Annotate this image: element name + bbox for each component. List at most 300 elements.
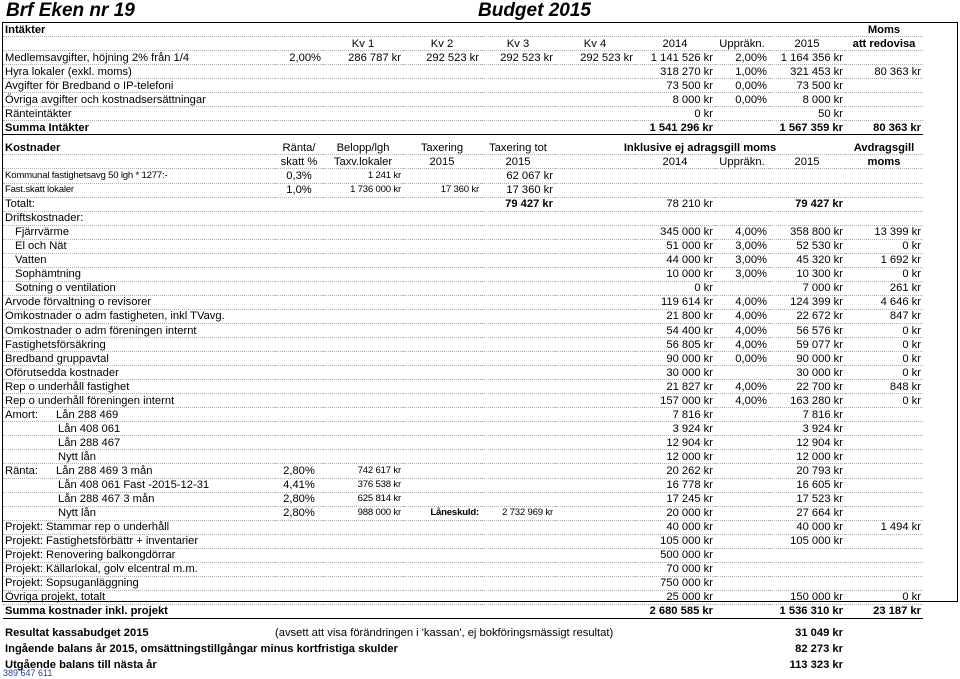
interest-row (3, 492, 923, 506)
header-belopp: Belopp/lgh (323, 141, 403, 155)
moms-cell (845, 107, 923, 121)
interest-label (3, 492, 275, 506)
empty-cell (275, 576, 323, 590)
cost-moms: 0 kr (845, 352, 923, 366)
cost-total-moms: 23 187 kr (845, 604, 923, 618)
project-2015 (769, 548, 845, 562)
cost-label: Vatten (3, 253, 275, 267)
cost-row (3, 366, 923, 380)
empty-cell (481, 380, 555, 394)
loan-name: Lån 288 467 3 mån (58, 493, 155, 506)
empty-cell (481, 408, 555, 422)
empty-cell (403, 548, 481, 562)
tax-row (3, 169, 923, 183)
moms-cell (845, 51, 923, 65)
y2015-cell: 8 000 kr (769, 93, 845, 107)
empty-cell (481, 366, 555, 380)
project-2014: 40 000 kr (635, 520, 715, 534)
cost-subheader-row (3, 155, 923, 169)
empty-cell (715, 436, 769, 450)
amort-2015: 3 924 kr (769, 422, 845, 436)
y2014-cell: 73 500 kr (635, 79, 715, 93)
income-row (3, 65, 923, 79)
cost-2015 (769, 211, 845, 225)
empty-cell (403, 576, 481, 590)
empty-cell (275, 121, 323, 135)
project-label: Projekt: Sopsuganläggning (3, 576, 275, 590)
header-inkl-moms: Inklusive ej adragsgill moms (555, 141, 845, 155)
amort-label (3, 408, 275, 422)
empty-cell (275, 534, 323, 548)
empty-cell (481, 309, 555, 323)
title-bar (0, 0, 960, 22)
col-header-kv4: Kv 4 (555, 37, 635, 51)
result-kassa-label: Resultat kassabudget 2015 (5, 626, 149, 639)
moms-cell (845, 79, 923, 93)
cost-2015: 22 672 kr (769, 309, 845, 323)
tax-label: Kommunal fastighetsavg 50 lgh * 1277:- (3, 169, 275, 183)
interest-2015: 27 664 kr (769, 506, 845, 520)
tax-rate: 0,3% (275, 169, 323, 183)
tax-total-value: 79 427 kr (481, 197, 555, 211)
project-2015: 150 000 kr (769, 590, 845, 604)
empty-cell (715, 183, 769, 197)
project-2015: 105 000 kr (769, 534, 845, 548)
empty-cell (555, 155, 635, 169)
cost-2014: 345 000 kr (635, 225, 715, 239)
empty-cell (403, 121, 481, 135)
empty-cell (481, 464, 555, 478)
cost-2014: 119 614 kr (635, 295, 715, 309)
cost-row (3, 211, 923, 225)
empty-cell (845, 625, 923, 641)
project-2015 (769, 562, 845, 576)
empty-cell (275, 604, 323, 618)
cost-row (3, 338, 923, 352)
col-header-kv3: Kv 3 (481, 37, 555, 51)
cost-moms (845, 211, 923, 225)
empty-cell (323, 267, 403, 281)
loan-amount: 988 000 kr (323, 506, 403, 520)
project-label: Projekt: Renovering balkongdörrar (3, 548, 275, 562)
empty-cell (555, 534, 635, 548)
interest-rate: 2,80% (275, 464, 323, 478)
empty-cell (403, 338, 481, 352)
empty-cell (769, 183, 845, 197)
income-total-2015: 1 567 359 kr (769, 121, 845, 135)
empty-cell (555, 295, 635, 309)
project-row (3, 548, 923, 562)
kv2-cell (403, 65, 481, 79)
interest-label (3, 464, 275, 478)
empty-cell (403, 239, 481, 253)
tax-amount: 17 360 kr (403, 183, 481, 197)
result-ing-label: Ingående balans år 2015, omsättningstillgångar minus kortfristiga skulder (5, 642, 398, 655)
empty-cell (403, 211, 481, 225)
empty-cell (555, 562, 635, 576)
interest-rate: 2,80% (275, 492, 323, 506)
empty-cell (555, 548, 635, 562)
income-total-label: Summa Intäkter (3, 121, 275, 135)
interest-rate: 4,41% (275, 478, 323, 492)
amort-2015: 12 904 kr (769, 436, 845, 450)
empty-cell (555, 408, 635, 422)
income-total-moms: 80 363 kr (845, 121, 923, 135)
empty-cell (555, 253, 635, 267)
moms-cell (845, 93, 923, 107)
row-label: Övriga avgifter och kostnadsersättningar (3, 93, 275, 107)
kv3-cell (481, 65, 555, 79)
interest-2014: 20 262 kr (635, 464, 715, 478)
rate-cell (275, 79, 323, 93)
loan-name: Lån 288 469 3 mån (56, 464, 153, 477)
cost-label: Sotning o ventilation (3, 281, 275, 295)
empty-cell (555, 211, 635, 225)
empty-cell (715, 576, 769, 590)
empty-cell (323, 380, 403, 394)
empty-cell (555, 239, 635, 253)
empty-cell (555, 464, 635, 478)
kv4-cell (555, 107, 635, 121)
empty-cell (481, 211, 555, 225)
empty-cell (715, 408, 769, 422)
empty-cell (323, 394, 403, 408)
kv1-cell (323, 65, 403, 79)
empty-cell (403, 492, 481, 506)
empty-cell (323, 604, 403, 618)
empty-cell (555, 23, 635, 37)
empty-cell (403, 267, 481, 281)
result-utg-value: 113 323 kr (789, 658, 843, 671)
cost-moms: 0 kr (845, 267, 923, 281)
amort-2015: 12 000 kr (769, 450, 845, 464)
empty-cell (323, 562, 403, 576)
project-2014: 70 000 kr (635, 562, 715, 576)
row-label: Avgifter för Bredband o IP-telefoni (3, 79, 275, 93)
cost-moms: 0 kr (845, 394, 923, 408)
amort-row (3, 436, 923, 450)
empty-cell (481, 338, 555, 352)
cost-moms: 847 kr (845, 309, 923, 323)
cost-2015: 52 530 kr (769, 239, 845, 253)
empty-cell (481, 253, 555, 267)
empty-cell (481, 225, 555, 239)
cost-2014: 51 000 kr (635, 239, 715, 253)
tax-total: 17 360 kr (481, 183, 555, 197)
cost-2015: 10 300 kr (769, 267, 845, 281)
amort-prefix: Amort: (5, 408, 38, 421)
empty-cell (275, 253, 323, 267)
loan-debt-label: Låneskuld: (403, 506, 481, 520)
header-taxering: Taxering (403, 141, 481, 155)
kv2-cell (403, 107, 481, 121)
moms-header: Moms (845, 23, 923, 37)
empty-cell (845, 464, 923, 478)
y2014-cell: 318 270 kr (635, 65, 715, 79)
empty-cell (555, 590, 635, 604)
empty-cell (481, 576, 555, 590)
empty-cell (403, 436, 481, 450)
cost-2015: 163 280 kr (769, 394, 845, 408)
col-header-kv1: Kv 1 (323, 37, 403, 51)
empty-cell (323, 436, 403, 450)
empty-cell (3, 37, 275, 51)
tax-total-row (3, 197, 923, 211)
empty-cell (323, 323, 403, 337)
empty-cell (275, 225, 323, 239)
amort-label (3, 450, 275, 464)
empty-cell (275, 394, 323, 408)
cost-row (3, 352, 923, 366)
empty-cell (845, 436, 923, 450)
empty-cell (481, 239, 555, 253)
amort-2014: 7 816 kr (635, 408, 715, 422)
kv2-cell: 292 523 kr (403, 51, 481, 65)
amort-2014: 3 924 kr (635, 422, 715, 436)
empty-cell (403, 422, 481, 436)
empty-cell (481, 23, 555, 37)
project-moms (845, 534, 923, 548)
empty-cell (715, 590, 769, 604)
y2014-cell: 8 000 kr (635, 93, 715, 107)
cost-2014: 0 kr (635, 281, 715, 295)
cost-label: Rep o underhåll föreningen internt (3, 394, 275, 408)
cost-2014: 30 000 kr (635, 366, 715, 380)
project-row (3, 562, 923, 576)
cost-row (3, 239, 923, 253)
kv4-cell (555, 65, 635, 79)
interest-prefix: Ränta: (5, 464, 38, 477)
interest-2014: 20 000 kr (635, 506, 715, 520)
cost-label: Omkostnader o adm föreningen internt (3, 323, 275, 337)
kv4-cell (555, 93, 635, 107)
empty-cell (481, 478, 555, 492)
cost-2014: 21 827 kr (635, 380, 715, 394)
empty-cell (323, 23, 403, 37)
empty-cell (403, 590, 481, 604)
footnote: 389 647 611 (3, 668, 53, 678)
loan-amount: 376 538 kr (323, 478, 403, 492)
interest-row (3, 506, 923, 520)
cost-moms: 261 kr (845, 281, 923, 295)
cost-2014: 10 000 kr (635, 267, 715, 281)
result-utg-row (3, 657, 923, 673)
cost-row (3, 267, 923, 281)
row-label: Ränteintäkter (3, 107, 275, 121)
row-label: Medlemsavgifter, höjning 2% från 1/4 (3, 51, 275, 65)
empty-cell (715, 23, 769, 37)
cost-row (3, 309, 923, 323)
cost-label: Bredband gruppavtal (3, 352, 275, 366)
rate-cell (275, 65, 323, 79)
cost-2014: 56 805 kr (635, 338, 715, 352)
cost-row (3, 281, 923, 295)
empty-cell (403, 408, 481, 422)
empty-cell (715, 478, 769, 492)
cost-upp: 3,00% (715, 253, 769, 267)
kv1-cell (323, 107, 403, 121)
empty-cell (555, 478, 635, 492)
cost-upp: 0,00% (715, 352, 769, 366)
empty-cell (481, 604, 555, 618)
empty-cell (275, 309, 323, 323)
cost-upp: 4,00% (715, 225, 769, 239)
income-row (3, 93, 923, 107)
amort-2014: 12 904 kr (635, 436, 715, 450)
upp-cell: 1,00% (715, 65, 769, 79)
empty-cell (403, 323, 481, 337)
empty-cell (275, 380, 323, 394)
empty-cell (715, 562, 769, 576)
empty-cell (275, 37, 323, 51)
empty-cell (555, 604, 635, 618)
empty-cell (481, 548, 555, 562)
empty-cell (403, 562, 481, 576)
empty-cell (481, 534, 555, 548)
empty-cell (481, 520, 555, 534)
cost-moms: 0 kr (845, 338, 923, 352)
empty-cell (769, 23, 845, 37)
empty-cell (715, 604, 769, 618)
empty-cell (403, 450, 481, 464)
cost-2015: 45 320 kr (769, 253, 845, 267)
empty-cell (275, 338, 323, 352)
empty-cell (323, 295, 403, 309)
empty-cell (555, 225, 635, 239)
kv3-cell (481, 79, 555, 93)
empty-cell (403, 366, 481, 380)
upp-cell: 2,00% (715, 51, 769, 65)
cost-row (3, 323, 923, 337)
empty-cell (275, 366, 323, 380)
project-2014: 105 000 kr (635, 534, 715, 548)
empty-cell (481, 295, 555, 309)
moms-cell: 80 363 kr (845, 65, 923, 79)
income-total-2014: 1 541 296 kr (635, 121, 715, 135)
empty-cell (715, 197, 769, 211)
interest-2015: 17 523 kr (769, 492, 845, 506)
cost-2015: 124 399 kr (769, 295, 845, 309)
empty-cell (275, 590, 323, 604)
loan-name: Lån 288 469 (56, 408, 119, 421)
col-header-upp: Uppräkn. (715, 37, 769, 51)
empty-cell (323, 408, 403, 422)
cost-2014 (635, 211, 715, 225)
header-avdragsgill: Avdragsgill (845, 141, 923, 155)
empty-cell (555, 436, 635, 450)
kv3-cell: 292 523 kr (481, 51, 555, 65)
empty-cell (845, 169, 923, 183)
cost-total-row (3, 604, 923, 618)
empty-cell (481, 267, 555, 281)
sheet-title: Brf Eken nr 19 (6, 0, 135, 21)
empty-cell (275, 197, 323, 211)
rate-cell (275, 93, 323, 107)
empty-cell (481, 281, 555, 295)
empty-cell (323, 450, 403, 464)
project-moms (845, 548, 923, 562)
empty-cell (635, 169, 715, 183)
empty-cell (403, 534, 481, 548)
rate-cell (275, 107, 323, 121)
tax-total: 62 067 kr (481, 169, 555, 183)
amort-label (3, 436, 275, 450)
empty-cell (555, 183, 635, 197)
interest-2015: 16 605 kr (769, 478, 845, 492)
empty-cell (403, 309, 481, 323)
kv1-cell (323, 79, 403, 93)
interest-2015: 20 793 kr (769, 464, 845, 478)
income-row (3, 107, 923, 121)
project-label: Projekt: Fastighetsförbättr + inventarier (3, 534, 275, 548)
income-total-row (3, 121, 923, 135)
col-header-2014: 2014 (635, 37, 715, 51)
header-taxering-tot: Taxering tot (481, 141, 555, 155)
empty-cell (275, 352, 323, 366)
tax-label: Fast.skatt lokaler (3, 183, 275, 197)
empty-cell (555, 352, 635, 366)
cost-moms: 0 kr (845, 239, 923, 253)
empty-cell (275, 281, 323, 295)
header-ranta: Ränta/ (275, 141, 323, 155)
cost-row (3, 225, 923, 239)
project-label: Övriga projekt, totalt (3, 590, 275, 604)
subheader-2015: 2015 (769, 155, 845, 169)
empty-cell (845, 450, 923, 464)
loan-amount: 742 617 kr (323, 464, 403, 478)
result-ing-row (3, 641, 923, 657)
empty-cell (715, 492, 769, 506)
cost-label: Fjärrvärme (3, 225, 275, 239)
upp-cell: 0,00% (715, 93, 769, 107)
empty-cell (555, 520, 635, 534)
result-kassa-row (3, 625, 923, 641)
cost-row (3, 380, 923, 394)
subheader-upp: Uppräkn. (715, 155, 769, 169)
empty-cell (3, 155, 275, 169)
empty-cell (715, 464, 769, 478)
empty-cell (481, 492, 555, 506)
income-row (3, 51, 923, 65)
project-moms (845, 576, 923, 590)
cost-2014: 90 000 kr (635, 352, 715, 366)
project-row (3, 590, 923, 604)
tax-belopp: 1 736 000 kr (323, 183, 403, 197)
empty-cell (323, 197, 403, 211)
income-section-label: Intäkter (3, 23, 275, 37)
cost-2014: 44 000 kr (635, 253, 715, 267)
cost-moms: 0 kr (845, 366, 923, 380)
subheader-2014: 2014 (635, 155, 715, 169)
empty-cell (323, 422, 403, 436)
cost-moms: 1 692 kr (845, 253, 923, 267)
empty-cell (555, 323, 635, 337)
empty-cell (555, 422, 635, 436)
loan-amount: 625 814 kr (323, 492, 403, 506)
tax-amount (403, 169, 481, 183)
empty-cell (275, 267, 323, 281)
tax-total-2015: 79 427 kr (769, 197, 845, 211)
col-header-kv2: Kv 2 (403, 37, 481, 51)
project-label: Projekt: Källarlokal, golv elcentral m.m. (3, 562, 275, 576)
empty-cell (481, 450, 555, 464)
empty-cell (555, 394, 635, 408)
empty-cell (275, 422, 323, 436)
project-2015 (769, 576, 845, 590)
cost-upp (715, 366, 769, 380)
project-label: Projekt: Stammar rep o underhåll (3, 520, 275, 534)
cost-2014: 54 400 kr (635, 323, 715, 337)
